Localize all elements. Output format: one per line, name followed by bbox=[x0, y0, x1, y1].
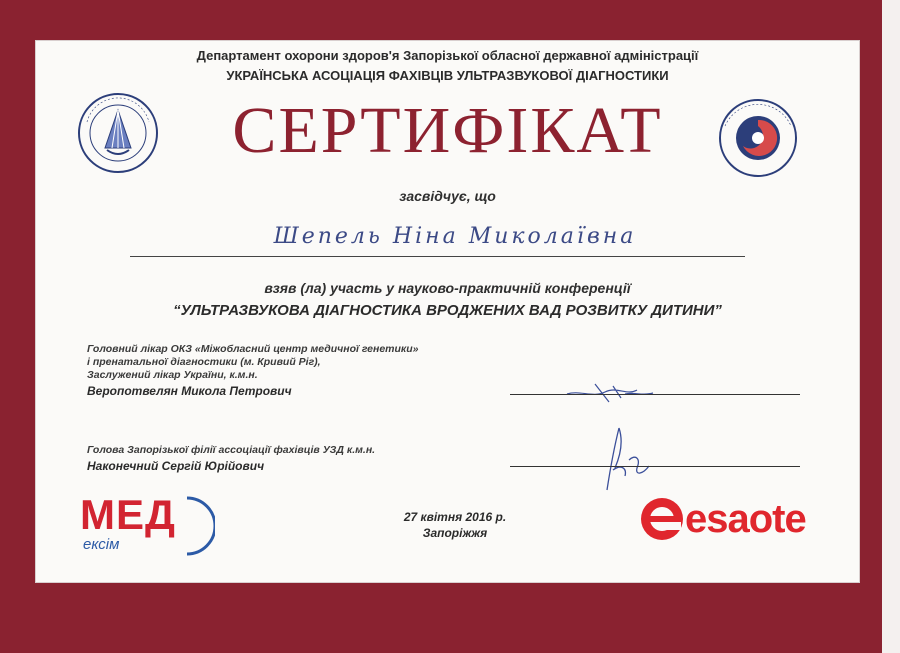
signatory2-name: Наконечний Сергій Юрійович bbox=[87, 459, 265, 473]
association-header: УКРАЇНСЬКА АСОЦІАЦІЯ ФАХІВЦІВ УЛЬТРАЗВУКОВОЇ ДІАГНОСТИКИ bbox=[226, 68, 669, 83]
recipient-name: Шепель Ніна Миколаївна bbox=[273, 224, 637, 249]
paper-edge bbox=[882, 0, 900, 653]
certifies-text: засвідчує, що bbox=[399, 188, 496, 204]
issue-date: 27 квітня 2016 р. bbox=[403, 510, 507, 524]
certificate-title: СЕРТИФІКАТ bbox=[232, 94, 663, 167]
signature2-line bbox=[510, 466, 800, 467]
signature1 bbox=[565, 376, 655, 406]
signatory1-position-line2: і пренатальної діагностики (м. Кривий Ріг), bbox=[87, 356, 321, 368]
signatory1-name: Веропотвелян Микола Петрович bbox=[87, 384, 292, 398]
med-logo-arc-icon bbox=[185, 494, 215, 558]
issue-city: Запоріжжя bbox=[422, 526, 488, 540]
department-header: Департамент охорони здоров'я Запорізької обласної державної адміністрації bbox=[196, 48, 699, 63]
esaote-logo: esaote bbox=[685, 497, 806, 541]
med-logo-sub: ексім bbox=[83, 536, 120, 553]
signature2 bbox=[597, 424, 657, 496]
signatory2-position: Голова Запорізької філії ассоціації фахівців УЗД к.м.н. bbox=[87, 444, 376, 456]
med-logo: МЕД bbox=[80, 491, 176, 538]
esaote-logo-e-icon bbox=[639, 496, 685, 542]
signatory1-position-line1: Головний лікар ОКЗ «Міжобласний центр медичної генетики» bbox=[87, 343, 419, 355]
signature1-line bbox=[510, 394, 800, 395]
signatory1-position-line3: Заслужений лікар України, к.м.н. bbox=[87, 369, 258, 381]
certificate-card bbox=[35, 40, 860, 583]
conference-title: “УЛЬТРАЗВУКОВА ДІАГНОСТИКА ВРОДЖЕНИХ ВАД РОЗВИТКУ ДИТИНИ” bbox=[173, 302, 722, 319]
name-underline bbox=[130, 256, 745, 257]
participation-text: взяв (ла) участь у науково-практичній конференції bbox=[264, 280, 631, 296]
